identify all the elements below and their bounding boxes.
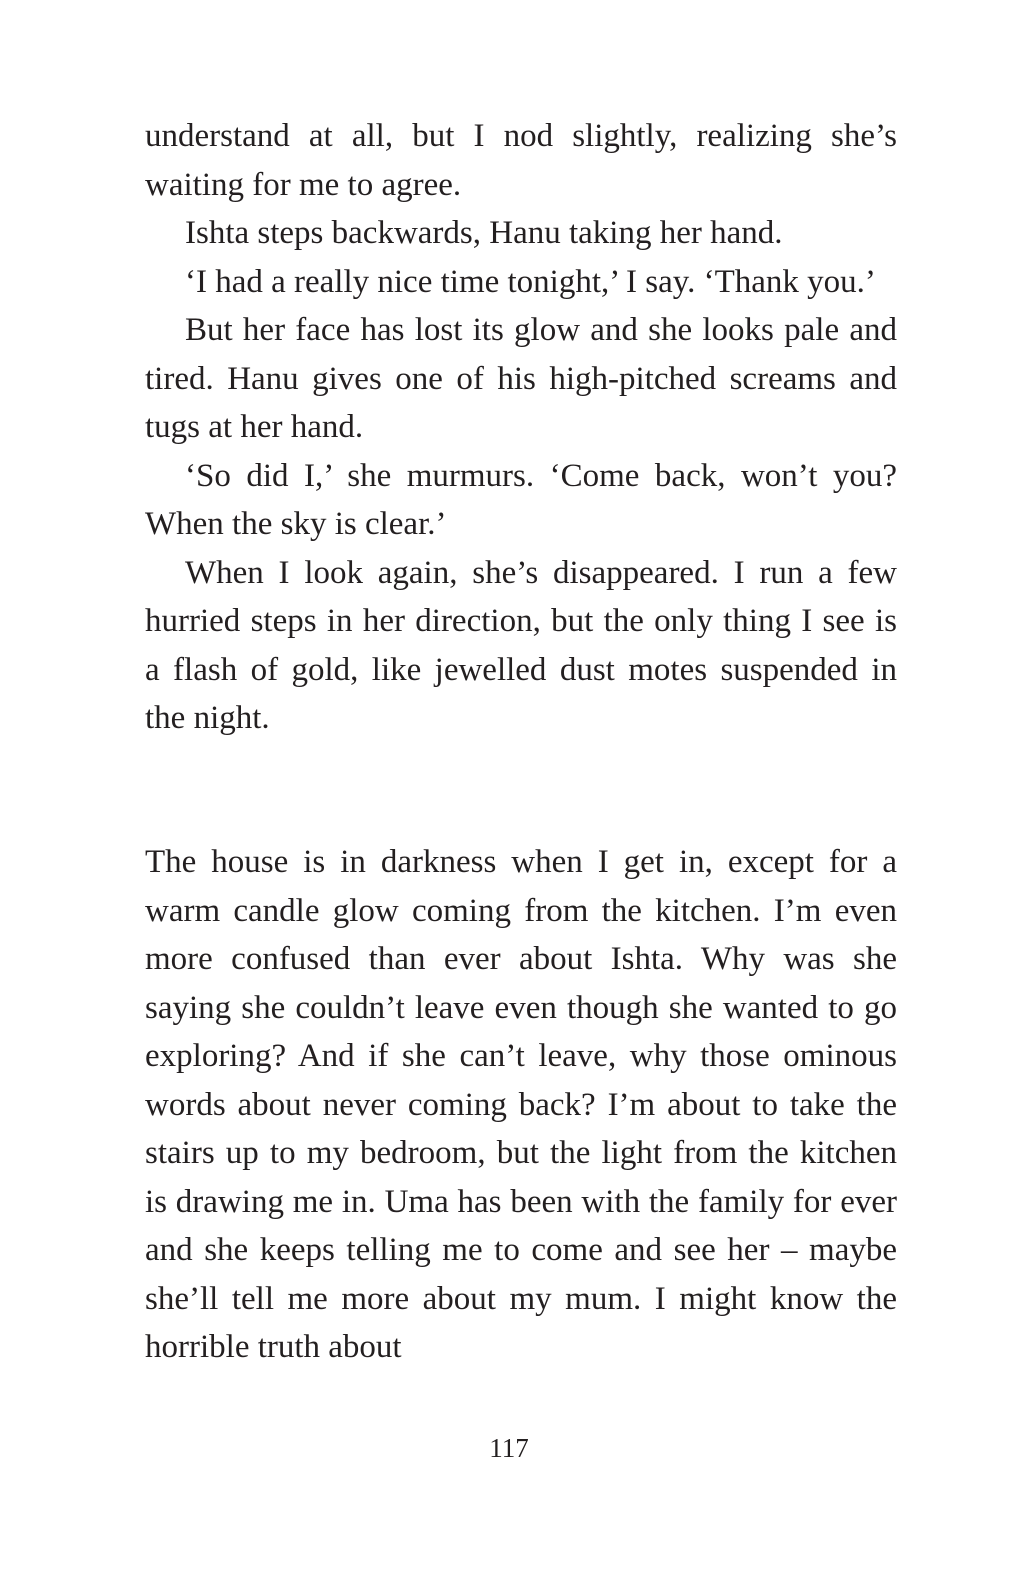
paragraph: ‘So did I,’ she murmurs. ‘Come back, won’t you? When the sky is clear.’ xyxy=(145,457,897,542)
paragraph: But her face has lost its glow and she looks pale and tired. Hanu gives one of his high-pitched screams and tugs at her hand. xyxy=(145,312,897,445)
paragraph-continuation: understand at all, but I nod slightly, realizing she’s waiting for me to agree. xyxy=(145,118,897,203)
text-section-one xyxy=(145,112,897,743)
page-number: 117 xyxy=(489,1433,529,1463)
text-section-two xyxy=(145,838,897,1372)
paragraph: When I look again, she’s disappeared. I run a few hurried steps in her direction, but the only thing I see is a flash of gold, like jewelled dust motes suspended in the night. xyxy=(145,554,897,736)
paragraph-section-start: The house is in darkness when I get in, except for a warm candle glow coming from the kitchen. I’m even more confused than ever about Ishta. Why was she saying she couldn’t leave even though she wanted to go exploring? And if she can’t leave, why those ominous words about never coming back? I’m about to take the stairs up to my bedroom, but the light from the kitchen is drawing me in. Uma has been with the family for ever and she keeps telling me to come and see her – maybe she’ll tell me more about my mum. I might know the horrible truth about xyxy=(145,844,897,1365)
paragraph: Ishta steps backwards, Hanu taking her hand. xyxy=(185,215,783,251)
paragraph: ‘I had a really nice time tonight,’ I say. ‘Thank you.’ xyxy=(185,263,876,300)
